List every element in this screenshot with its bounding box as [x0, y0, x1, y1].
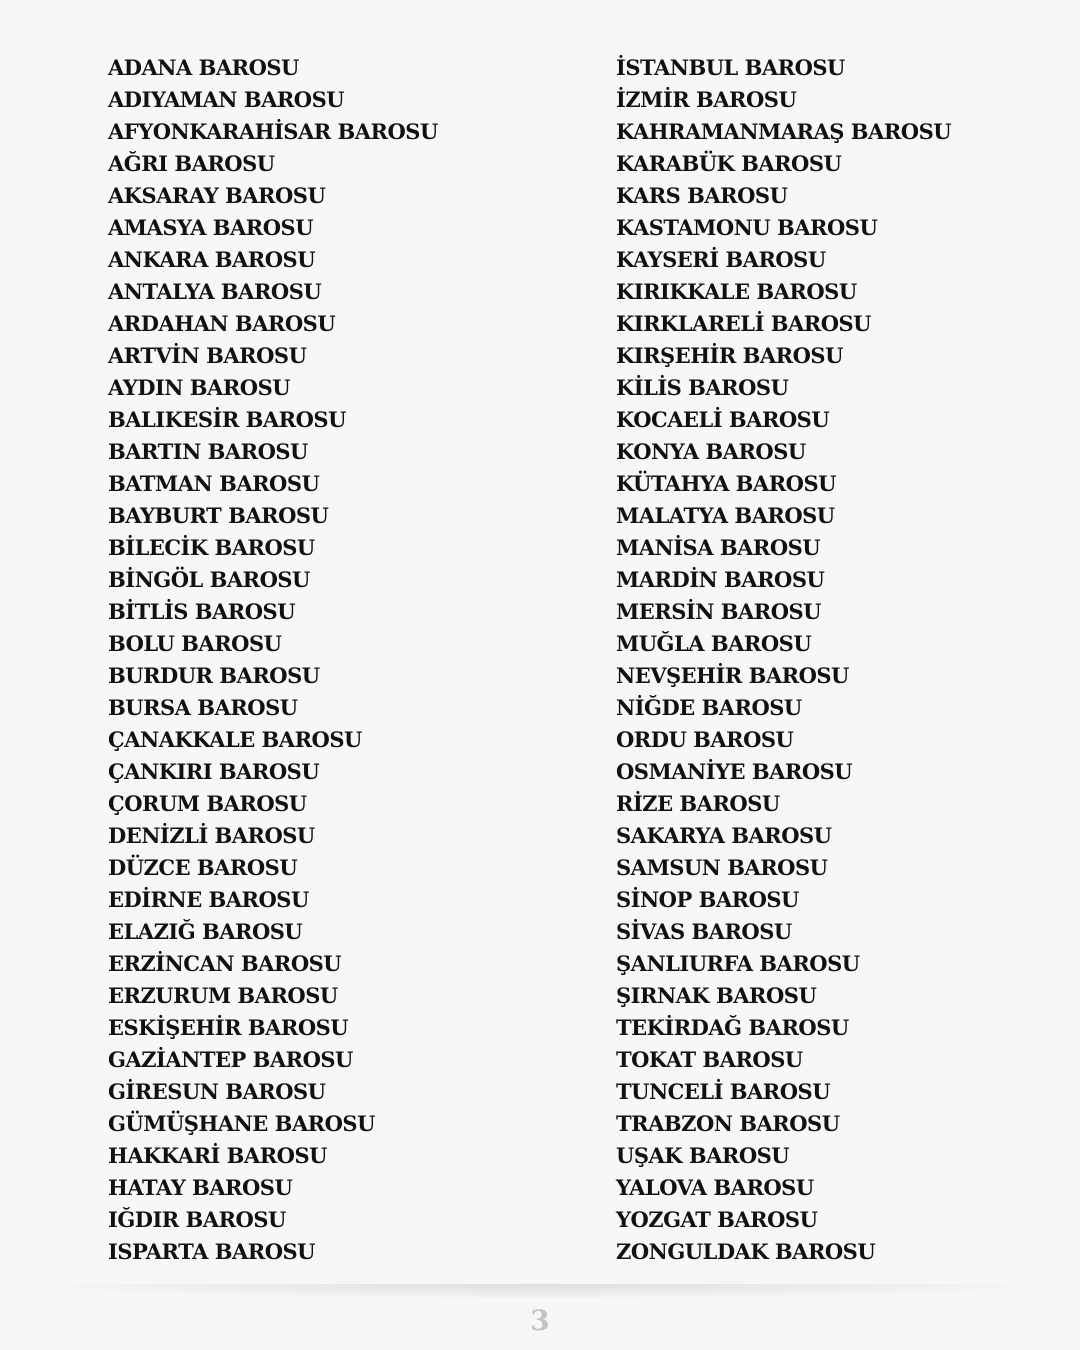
bar-association-item: KAHRAMANMARAŞ BAROSU: [616, 119, 952, 144]
bar-association-item: BURSA BAROSU: [108, 695, 298, 720]
bar-association-item: AFYONKARAHİSAR BAROSU: [108, 119, 438, 144]
bar-association-item: KARABÜK BAROSU: [616, 151, 842, 176]
bar-association-item: AYDIN BAROSU: [108, 375, 291, 400]
bar-association-item: MUĞLA BAROSU: [616, 631, 812, 656]
bar-association-item: BALIKESİR BAROSU: [108, 407, 346, 432]
bar-association-item: ANTALYA BAROSU: [108, 279, 322, 304]
bar-association-item: BARTIN BAROSU: [108, 439, 308, 464]
bar-association-item: MALATYA BAROSU: [616, 503, 835, 528]
bar-association-item: ŞANLIURFA BAROSU: [616, 951, 860, 976]
bar-association-item: ERZİNCAN BAROSU: [108, 951, 342, 976]
bar-association-item: TEKİRDAĞ BAROSU: [616, 1015, 849, 1040]
bar-association-item: ZONGULDAK BAROSU: [616, 1239, 876, 1264]
bar-association-item: HATAY BAROSU: [108, 1175, 293, 1200]
bar-association-item: AKSARAY BAROSU: [108, 183, 326, 208]
bar-association-item: BOLU BAROSU: [108, 631, 282, 656]
bar-association-item: TOKAT BAROSU: [616, 1047, 803, 1072]
bar-association-item: ISPARTA BAROSU: [108, 1239, 315, 1264]
bar-association-item: EDİRNE BAROSU: [108, 887, 309, 912]
bar-association-item: BİTLİS BAROSU: [108, 599, 296, 624]
bar-association-item: BATMAN BAROSU: [108, 471, 320, 496]
bar-association-item: KIRŞEHİR BAROSU: [616, 343, 843, 368]
bar-association-item: ADANA BAROSU: [108, 55, 299, 80]
bar-association-item: ANKARA BAROSU: [108, 247, 316, 272]
bar-association-item: HAKKARİ BAROSU: [108, 1143, 327, 1168]
bar-association-item: TUNCELİ BAROSU: [616, 1079, 831, 1104]
bar-association-item: MANİSA BAROSU: [616, 535, 821, 560]
bar-association-item: YALOVA BAROSU: [616, 1175, 814, 1200]
bar-association-item: KONYA BAROSU: [616, 439, 806, 464]
bar-association-item: KOCAELİ BAROSU: [616, 407, 830, 432]
bar-association-item: IĞDIR BAROSU: [108, 1207, 286, 1232]
bar-association-item: GÜMÜŞHANE BAROSU: [108, 1111, 375, 1136]
bar-association-item: NEVŞEHİR BAROSU: [616, 663, 849, 688]
bar-association-item: İZMİR BAROSU: [616, 87, 797, 112]
bar-association-item: BİLECİK BAROSU: [108, 535, 315, 560]
page-number: 3: [530, 1304, 550, 1337]
bar-association-item: ARDAHAN BAROSU: [108, 311, 336, 336]
bar-association-item: BURDUR BAROSU: [108, 663, 320, 688]
bar-association-item: BİNGÖL BAROSU: [108, 567, 310, 592]
bar-association-item: SAKARYA BAROSU: [616, 823, 832, 848]
bar-association-item: KIRKLARELİ BAROSU: [616, 311, 871, 336]
bar-association-item: SİVAS BAROSU: [616, 919, 792, 944]
bar-association-item: DENİZLİ BAROSU: [108, 823, 315, 848]
bar-association-item: DÜZCE BAROSU: [108, 855, 298, 880]
bar-association-item: AMASYA BAROSU: [108, 215, 314, 240]
bar-association-item: AĞRI BAROSU: [108, 151, 275, 176]
bar-association-item: İSTANBUL BAROSU: [616, 55, 845, 80]
bar-association-item: ADIYAMAN BAROSU: [108, 87, 345, 112]
bar-association-item: UŞAK BAROSU: [616, 1143, 790, 1168]
bar-association-item: ARTVİN BAROSU: [108, 343, 307, 368]
bar-list-right-column: [616, 52, 951, 1268]
bar-association-item: ÇANKIRI BAROSU: [108, 759, 320, 784]
bar-association-item: ERZURUM BAROSU: [108, 983, 338, 1008]
bar-association-item: NİĞDE BAROSU: [616, 695, 802, 720]
bar-list-left-column: [108, 52, 438, 1268]
bar-association-item: ŞIRNAK BAROSU: [616, 983, 817, 1008]
bar-association-item: ÇANAKKALE BAROSU: [108, 727, 362, 752]
bar-association-item: MARDİN BAROSU: [616, 567, 825, 592]
bar-association-item: ELAZIĞ BAROSU: [108, 919, 303, 944]
bar-association-item: ÇORUM BAROSU: [108, 791, 307, 816]
bar-association-item: KÜTAHYA BAROSU: [616, 471, 836, 496]
bar-association-item: TRABZON BAROSU: [616, 1111, 840, 1136]
bar-association-item: YOZGAT BAROSU: [616, 1207, 818, 1232]
bar-association-item: MERSİN BAROSU: [616, 599, 821, 624]
bar-association-item: OSMANİYE BAROSU: [616, 759, 853, 784]
bar-association-item: KASTAMONU BAROSU: [616, 215, 878, 240]
bar-association-item: KAYSERİ BAROSU: [616, 247, 826, 272]
bar-association-item: SAMSUN BAROSU: [616, 855, 828, 880]
bar-association-item: RİZE BAROSU: [616, 791, 780, 816]
bar-association-item: BAYBURT BAROSU: [108, 503, 329, 528]
bar-association-item: KIRIKKALE BAROSU: [616, 279, 857, 304]
bar-association-item: ORDU BAROSU: [616, 727, 794, 752]
bar-association-item: GİRESUN BAROSU: [108, 1079, 326, 1104]
bar-association-item: ESKİŞEHİR BAROSU: [108, 1015, 349, 1040]
page-shadow: [60, 1284, 1020, 1298]
bar-association-item: KARS BAROSU: [616, 183, 788, 208]
bar-association-item: GAZİANTEP BAROSU: [108, 1047, 353, 1072]
bar-association-item: KİLİS BAROSU: [616, 375, 789, 400]
bar-association-item: SİNOP BAROSU: [616, 887, 799, 912]
